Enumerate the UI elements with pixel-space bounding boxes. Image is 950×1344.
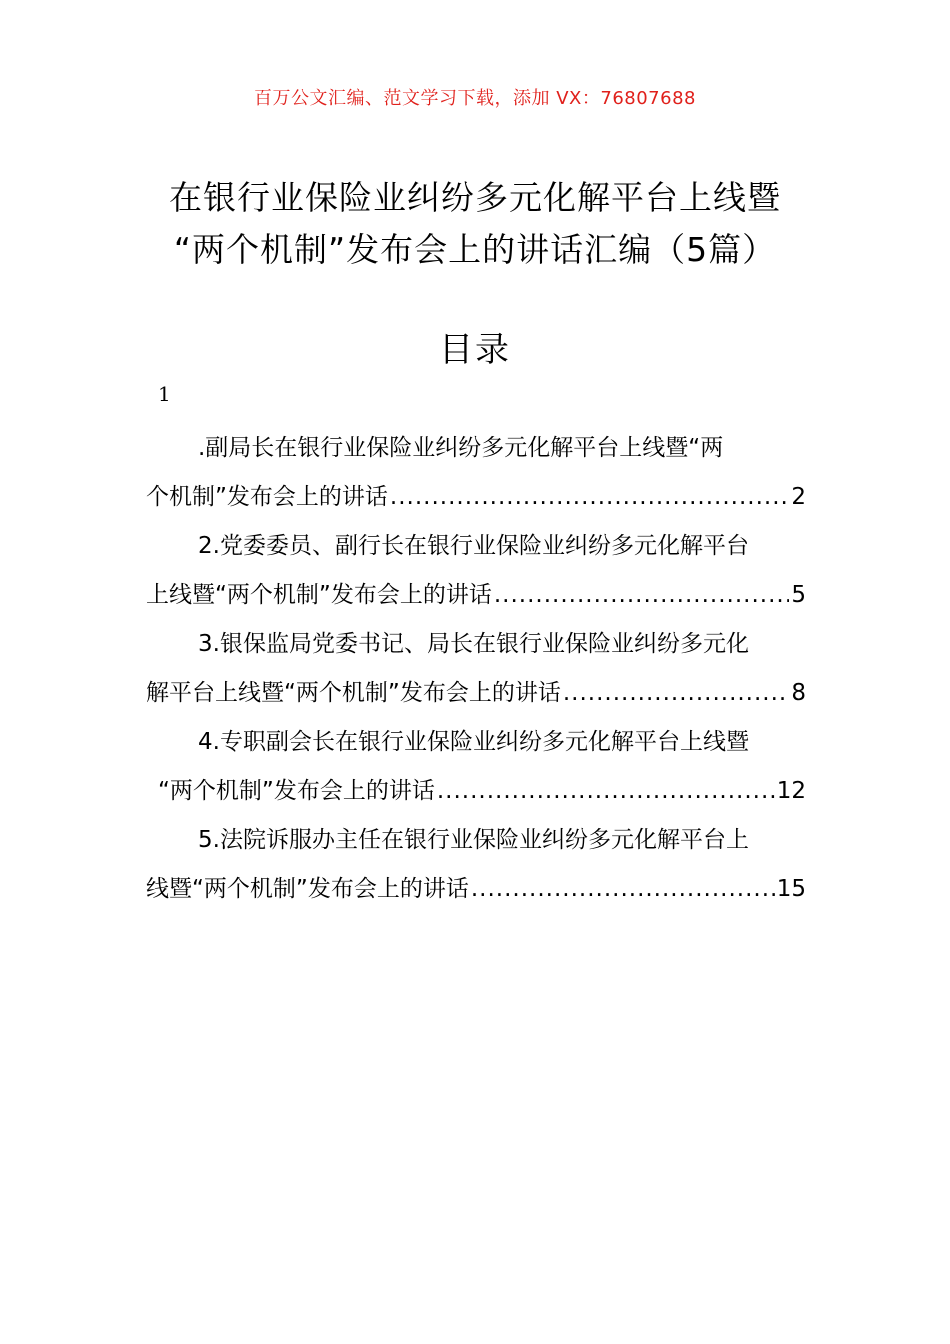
table-of-contents	[146, 424, 806, 914]
toc-entry-4[interactable]	[146, 718, 806, 816]
toc-entry-title-line-2	[146, 571, 806, 620]
toc-dot-leader	[390, 473, 789, 522]
toc-entry-3[interactable]	[146, 620, 806, 718]
toc-entry-title-line-1: 5.法院诉服办主任在银行业保险业纠纷多元化解平台上	[198, 827, 749, 853]
toc-entry-title-line-2	[146, 767, 806, 816]
header-note: 百万公文汇编、范文学习下载，添加 VX：76807688	[254, 88, 696, 109]
document-title	[0, 172, 950, 276]
toc-entry-title-text: “两个机制”发布会上的讲话	[158, 778, 435, 804]
toc-entry-title-text: 上线暨“两个机制”发布会上的讲话	[146, 582, 492, 608]
toc-entry-title-text: 线暨“两个机制”发布会上的讲话	[146, 876, 469, 902]
toc-entry-title-line-1: .副局长在银行业保险业纠纷多元化解平台上线暨“两	[198, 435, 724, 461]
toc-entry-1[interactable]	[146, 424, 806, 522]
toc-entry-page-number: 12	[776, 778, 806, 804]
toc-heading: 目录	[439, 330, 511, 370]
toc-entry-title-line-2	[146, 865, 806, 914]
toc-entry-title-text: 解平台上线暨“两个机制”发布会上的讲话	[146, 680, 561, 706]
toc-entry-title-text: 个机制”发布会上的讲话	[146, 484, 388, 510]
toc-entry-title-line-2	[146, 669, 806, 718]
stray-number: 1	[158, 382, 171, 406]
toc-entry-2[interactable]	[146, 522, 806, 620]
document-title-line-1: 在银行业保险业纠纷多元化解平台上线暨	[169, 178, 781, 217]
toc-entry-title-line-1: 3.银保监局党委书记、局长在银行业保险业纠纷多元化	[198, 631, 749, 657]
toc-entry-page-number: 15	[776, 876, 806, 902]
toc-dot-leader	[494, 571, 790, 620]
toc-dot-leader	[471, 865, 775, 914]
toc-entry-page-number: 8	[791, 680, 806, 706]
toc-dot-leader	[563, 669, 790, 718]
toc-entry-5[interactable]	[146, 816, 806, 914]
toc-entry-page-number: 2	[791, 484, 806, 510]
toc-entry-page-number: 5	[791, 582, 806, 608]
toc-entry-title-line-2	[146, 473, 806, 522]
toc-entry-title-line-1: 2.党委委员、副行长在银行业保险业纠纷多元化解平台	[198, 533, 749, 559]
toc-dot-leader	[437, 767, 775, 816]
toc-entry-title-line-1: 4.专职副会长在银行业保险业纠纷多元化解平台上线暨	[198, 729, 749, 755]
document-title-line-2: “两个机制”发布会上的讲话汇编（5篇）	[173, 230, 777, 269]
